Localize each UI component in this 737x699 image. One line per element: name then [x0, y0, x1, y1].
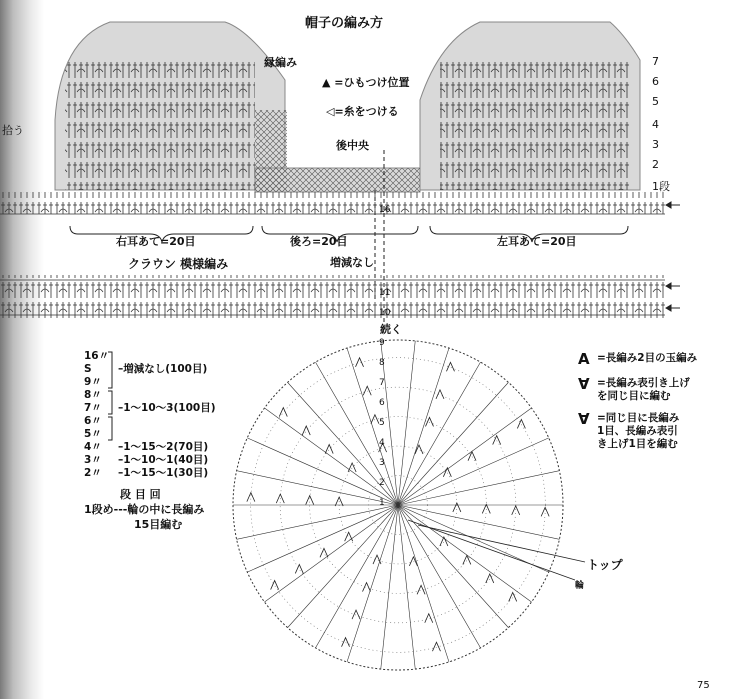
- ear-row-number: 6: [652, 75, 659, 88]
- circle-spoke: [398, 505, 508, 628]
- circle-stitch-mark: [436, 390, 444, 399]
- crown-row-number: 7: [379, 378, 385, 388]
- crown-label: クラウン 模様編み: [128, 257, 229, 271]
- legend-text: =長編み表引き上げ を同じ目に編む: [597, 377, 690, 402]
- top-label: トップ: [587, 558, 623, 572]
- ear-row-number: 3: [652, 138, 659, 151]
- circle-stitch-mark: [325, 445, 333, 454]
- crown-row-number: 6: [379, 398, 385, 408]
- circle-stitch-mark: [371, 415, 379, 424]
- circle-spoke: [398, 408, 531, 505]
- circle-spoke: [265, 408, 398, 505]
- circle-stitch-mark: [363, 583, 371, 592]
- crown-row-number: 4: [379, 438, 385, 448]
- row-table-bracket: [108, 391, 112, 414]
- circle-spoke: [398, 362, 481, 505]
- crown-row-number: 1: [379, 498, 385, 508]
- circle-stitch-mark: [493, 436, 501, 445]
- legend-symbol-icon: A: [578, 350, 590, 368]
- circle-stitch-mark: [271, 581, 279, 590]
- row-table-change: –1〜10〜1(40目): [118, 454, 209, 466]
- circle-spoke: [398, 505, 531, 602]
- continue-label: 続く: [380, 323, 402, 336]
- band-row-stitches: [0, 192, 665, 214]
- crown-pattern-stitches: [0, 275, 665, 320]
- crown-row-number: 11: [379, 288, 391, 298]
- page-number: 75: [697, 680, 710, 691]
- circle-spoke: [316, 505, 399, 648]
- circle-stitch-mark: [320, 548, 328, 557]
- ear-row-number: 2: [652, 158, 659, 171]
- ring-label: 輪: [575, 581, 585, 591]
- row-table-first-row-2: 15目編む: [134, 518, 183, 531]
- attach-yarn-label: ◁=糸をつける: [326, 105, 399, 118]
- row-table-rows: 5〃: [84, 428, 102, 440]
- row-table-rows: 7〃: [84, 402, 102, 414]
- legend-symbol-icon: ∀: [578, 375, 590, 393]
- row-table-bracket: [108, 417, 112, 440]
- circle-stitch-mark: [425, 417, 433, 426]
- left-flap-stitches: [440, 60, 630, 190]
- tie-position-label: ▲ =ひもつけ位置: [322, 76, 410, 89]
- circle-spoke: [247, 505, 398, 572]
- circle-stitch-mark: [373, 555, 381, 564]
- circle-stitch-mark: [432, 642, 440, 651]
- row-table-rows: 16〃: [84, 350, 110, 362]
- back-center-label: 後中央: [336, 139, 369, 152]
- row-table-change: –増減なし(100目): [118, 363, 208, 375]
- circle-spoke: [347, 505, 398, 662]
- circle-stitch-mark: [363, 386, 371, 395]
- circle-stitch-mark: [279, 408, 287, 417]
- crown-row-number: 16: [379, 205, 391, 215]
- circle-spoke: [398, 348, 449, 505]
- ear-row-number: 5: [652, 95, 659, 108]
- circle-spoke: [316, 362, 399, 505]
- page-title: 帽子の編み方: [305, 16, 384, 31]
- circle-stitch-mark: [541, 507, 549, 516]
- circle-spoke: [398, 505, 415, 669]
- crown-row-number: 8: [379, 358, 385, 368]
- circle-stitch-mark: [352, 610, 360, 619]
- back-label: 後ろ=20目: [290, 235, 348, 248]
- circle-spoke: [265, 505, 398, 602]
- circle-stitch-mark: [247, 493, 255, 502]
- circle-spoke: [398, 341, 415, 505]
- circle-stitch-mark: [302, 426, 310, 435]
- circle-stitch-mark: [356, 358, 364, 367]
- circle-stitch-mark: [348, 463, 356, 472]
- row-table-change: –1〜15〜2(70目): [118, 441, 209, 453]
- circle-spoke: [398, 505, 449, 662]
- crown-row-number: 2: [379, 478, 385, 488]
- circle-stitch-mark: [342, 638, 350, 647]
- circle-spoke: [398, 505, 481, 648]
- edge-pickup-label: 拾う: [2, 124, 24, 137]
- circle-spoke: [237, 505, 398, 539]
- row-table-change: –1〜15〜1(30目): [118, 467, 209, 479]
- crown-top-circle: [233, 340, 585, 670]
- row-table-rows: S: [84, 363, 92, 375]
- edge-knit-label: 縁編み: [264, 56, 297, 69]
- legend-text: =長編み2目の玉編み: [597, 352, 698, 364]
- circle-spoke: [398, 505, 559, 539]
- crown-row-number: 10: [379, 308, 391, 318]
- row-table-rows: 4〃: [84, 441, 102, 453]
- label-pointer: [408, 520, 575, 580]
- ear-row-number: 7: [652, 55, 659, 68]
- circle-stitch-mark: [446, 362, 454, 371]
- left-ear-label: 左耳あて=20目: [497, 235, 577, 248]
- circle-stitch-mark: [486, 574, 494, 583]
- circle-stitch-mark: [517, 419, 525, 428]
- circle-spoke: [381, 505, 398, 669]
- row-table-header: 段 目 回: [120, 488, 161, 501]
- legend-symbol-icon: ∀: [578, 410, 590, 428]
- ear-row-number: 4: [652, 118, 659, 131]
- right-ear-label: 右耳あて=20目: [116, 235, 196, 248]
- crown-row-number: 3: [379, 458, 385, 468]
- circle-spoke: [398, 471, 559, 505]
- legend-text: =同じ目に長編み 1目、長編み表引 き上げ1目を編む: [597, 412, 680, 450]
- row-table-rows: 9〃: [84, 376, 102, 388]
- circle-spoke: [288, 505, 398, 628]
- circle-spoke: [347, 348, 398, 505]
- circle-stitch-mark: [509, 592, 517, 601]
- circle-spoke: [237, 471, 398, 505]
- circle-stitch-mark: [425, 614, 433, 623]
- right-flap-stitches: [65, 60, 255, 190]
- circle-spoke: [247, 438, 398, 505]
- row-table-first-row: 1段め---輪の中に長編み: [84, 503, 205, 516]
- row-table-rows: 2〃: [84, 467, 102, 479]
- row-table-rows: 8〃: [84, 389, 102, 401]
- row-table-rows: 6〃: [84, 415, 102, 427]
- label-pointer: [418, 525, 585, 562]
- row-arrows: [666, 202, 680, 311]
- no-change-label: 増減なし: [330, 256, 374, 269]
- back-band-hatch-2: [255, 168, 420, 192]
- crown-row-number: 9: [379, 338, 385, 348]
- row-table-change: –1〜10〜3(100目): [118, 402, 216, 414]
- crown-row-number: 5: [379, 418, 385, 428]
- circle-stitch-mark: [345, 532, 353, 541]
- circle-stitch-mark: [306, 496, 314, 505]
- row-table-rows: 3〃: [84, 454, 102, 466]
- circle-stitch-mark: [295, 564, 303, 573]
- ear-row-number: 1段: [652, 180, 670, 193]
